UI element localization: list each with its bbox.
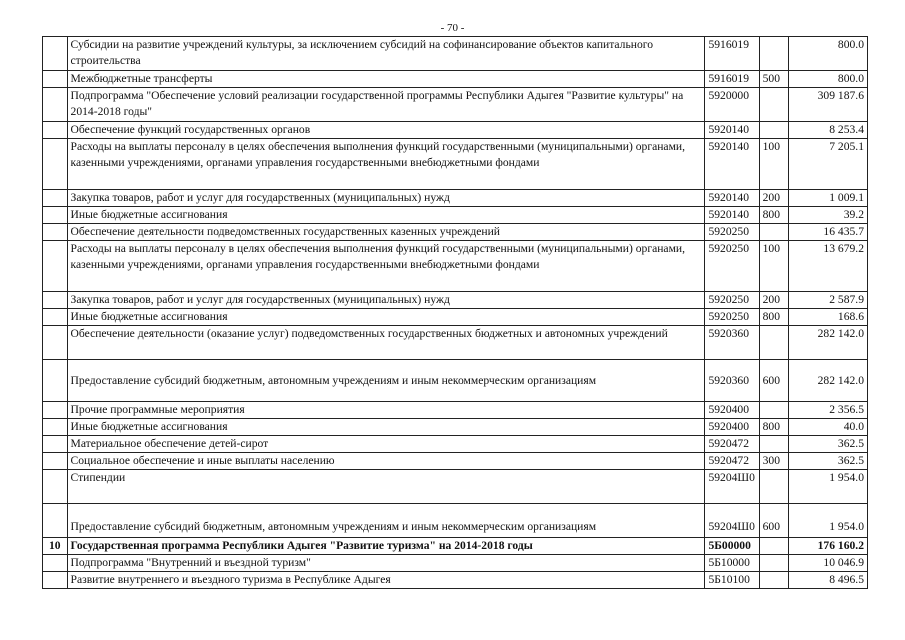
row-expense-type <box>759 122 789 139</box>
row-number <box>43 555 68 572</box>
row-number: 10 <box>43 538 68 555</box>
row-amount: 282 142.0 <box>789 326 868 360</box>
budget-table-body <box>43 37 868 589</box>
table-row <box>43 122 868 139</box>
row-amount: 40.0 <box>789 419 868 436</box>
row-amount: 7 205.1 <box>789 139 868 190</box>
row-code: 5920140 <box>705 139 759 190</box>
table-row <box>43 538 868 555</box>
row-code: 5920472 <box>705 453 759 470</box>
row-expense-type <box>759 326 789 360</box>
row-number <box>43 241 68 292</box>
row-code: 5920472 <box>705 436 759 453</box>
table-row <box>43 139 868 190</box>
table-row <box>43 71 868 88</box>
row-number <box>43 207 68 224</box>
row-expense-type: 800 <box>759 419 789 436</box>
table-row <box>43 470 868 504</box>
row-number <box>43 453 68 470</box>
row-name: Прочие программные мероприятия <box>67 402 705 419</box>
table-row <box>43 326 868 360</box>
table-row <box>43 190 868 207</box>
row-amount: 1 954.0 <box>789 470 868 504</box>
row-name: Развитие внутреннего и въездного туризма в Республике Адыгея <box>67 572 705 589</box>
row-number <box>43 122 68 139</box>
table-row <box>43 360 868 402</box>
row-code: 5920250 <box>705 292 759 309</box>
row-expense-type <box>759 224 789 241</box>
row-number <box>43 224 68 241</box>
row-amount: 1 009.1 <box>789 190 868 207</box>
row-name: Обеспечение деятельности (оказание услуг) подведомственных государственных бюджетных и автономных учреждений <box>67 326 705 360</box>
row-code: 5920140 <box>705 207 759 224</box>
row-name: Субсидии на развитие учреждений культуры, за исключением субсидий на софинансирование объектов капитального строительства <box>67 37 705 71</box>
table-row <box>43 224 868 241</box>
row-number <box>43 326 68 360</box>
row-name: Государственная программа Республики Адыгея "Развитие туризма" на 2014-2018 годы <box>67 538 705 555</box>
row-expense-type <box>759 402 789 419</box>
row-name: Межбюджетные трансферты <box>67 71 705 88</box>
row-amount: 168.6 <box>789 309 868 326</box>
row-name: Социальное обеспечение и иные выплаты населению <box>67 453 705 470</box>
row-amount: 309 187.6 <box>789 88 868 122</box>
row-code: 5920000 <box>705 88 759 122</box>
budget-table <box>42 36 868 589</box>
table-row <box>43 555 868 572</box>
row-number <box>43 436 68 453</box>
row-number <box>43 37 68 71</box>
row-name: Иные бюджетные ассигнования <box>67 309 705 326</box>
row-number <box>43 470 68 504</box>
row-code: 5920400 <box>705 419 759 436</box>
row-amount: 362.5 <box>789 453 868 470</box>
row-expense-type: 600 <box>759 504 789 538</box>
row-name: Расходы на выплаты персоналу в целях обеспечения выполнения функций государственными (муниципальными) органами, казенными учреждениями, органами управления государственными внебюджетными фондами <box>67 241 705 292</box>
row-amount: 1 954.0 <box>789 504 868 538</box>
row-amount: 282 142.0 <box>789 360 868 402</box>
row-name: Закупка товаров, работ и услуг для государственных (муниципальных) нужд <box>67 292 705 309</box>
row-number <box>43 292 68 309</box>
row-expense-type <box>759 37 789 71</box>
table-row <box>43 402 868 419</box>
row-name: Расходы на выплаты персоналу в целях обеспечения выполнения функций государственными (муниципальными) органами, казенными учреждениями, органами управления государственными внебюджетными фондами <box>67 139 705 190</box>
row-code: 5920360 <box>705 360 759 402</box>
row-code: 5920140 <box>705 122 759 139</box>
row-amount: 10 046.9 <box>789 555 868 572</box>
row-amount: 8 496.5 <box>789 572 868 589</box>
table-row <box>43 207 868 224</box>
row-code: 5920360 <box>705 326 759 360</box>
row-number <box>43 360 68 402</box>
row-code: 59204Ш0 <box>705 504 759 538</box>
row-name: Иные бюджетные ассигнования <box>67 419 705 436</box>
row-amount: 800.0 <box>789 37 868 71</box>
row-name: Материальное обеспечение детей-сирот <box>67 436 705 453</box>
row-number <box>43 190 68 207</box>
row-name: Подпрограмма "Обеспечение условий реализации государственной программы Республики Адыгея "Развитие культуры" на 2014-2018 годы" <box>67 88 705 122</box>
row-expense-type <box>759 555 789 572</box>
row-code: 5920250 <box>705 309 759 326</box>
table-row <box>43 292 868 309</box>
row-number <box>43 402 68 419</box>
row-amount: 176 160.2 <box>789 538 868 555</box>
row-amount: 2 356.5 <box>789 402 868 419</box>
row-amount: 800.0 <box>789 71 868 88</box>
row-expense-type <box>759 436 789 453</box>
row-expense-type: 300 <box>759 453 789 470</box>
row-expense-type <box>759 470 789 504</box>
row-number <box>43 71 68 88</box>
row-code: 5920140 <box>705 190 759 207</box>
row-number <box>43 309 68 326</box>
row-expense-type: 800 <box>759 309 789 326</box>
row-code: 5920250 <box>705 241 759 292</box>
row-name: Закупка товаров, работ и услуг для государственных (муниципальных) нужд <box>67 190 705 207</box>
row-name: Подпрограмма "Внутренний и въездной туризм" <box>67 555 705 572</box>
row-name: Предоставление субсидий бюджетным, автономным учреждениям и иным некоммерческим организациям <box>67 504 705 538</box>
row-amount: 8 253.4 <box>789 122 868 139</box>
row-expense-type: 600 <box>759 360 789 402</box>
table-row <box>43 241 868 292</box>
row-code: 5916019 <box>705 71 759 88</box>
row-number <box>43 139 68 190</box>
table-row <box>43 436 868 453</box>
row-number <box>43 419 68 436</box>
row-code: 5Б10000 <box>705 555 759 572</box>
table-row <box>43 88 868 122</box>
row-amount: 362.5 <box>789 436 868 453</box>
row-code: 5Б10100 <box>705 572 759 589</box>
row-code: 5916019 <box>705 37 759 71</box>
row-expense-type: 100 <box>759 139 789 190</box>
row-code: 5920400 <box>705 402 759 419</box>
row-code: 59204Ш0 <box>705 470 759 504</box>
row-name: Стипендии <box>67 470 705 504</box>
row-amount: 16 435.7 <box>789 224 868 241</box>
row-code: 5Б00000 <box>705 538 759 555</box>
row-name: Обеспечение функций государственных органов <box>67 122 705 139</box>
row-expense-type: 200 <box>759 190 789 207</box>
row-number <box>43 572 68 589</box>
row-amount: 13 679.2 <box>789 241 868 292</box>
row-expense-type <box>759 88 789 122</box>
row-amount: 2 587.9 <box>789 292 868 309</box>
row-code: 5920250 <box>705 224 759 241</box>
table-row <box>43 419 868 436</box>
table-row <box>43 37 868 71</box>
row-expense-type: 100 <box>759 241 789 292</box>
table-row <box>43 309 868 326</box>
row-number <box>43 504 68 538</box>
row-expense-type: 800 <box>759 207 789 224</box>
row-expense-type: 500 <box>759 71 789 88</box>
row-expense-type: 200 <box>759 292 789 309</box>
table-row <box>43 504 868 538</box>
row-expense-type <box>759 572 789 589</box>
row-name: Предоставление субсидий бюджетным, автономным учреждениям и иным некоммерческим организациям <box>67 360 705 402</box>
row-name: Обеспечение деятельности подведомственных государственных казенных учреждений <box>67 224 705 241</box>
row-name: Иные бюджетные ассигнования <box>67 207 705 224</box>
table-row <box>43 572 868 589</box>
row-expense-type <box>759 538 789 555</box>
page-number: - 70 - <box>440 22 465 34</box>
row-amount: 39.2 <box>789 207 868 224</box>
table-row <box>43 453 868 470</box>
row-number <box>43 88 68 122</box>
